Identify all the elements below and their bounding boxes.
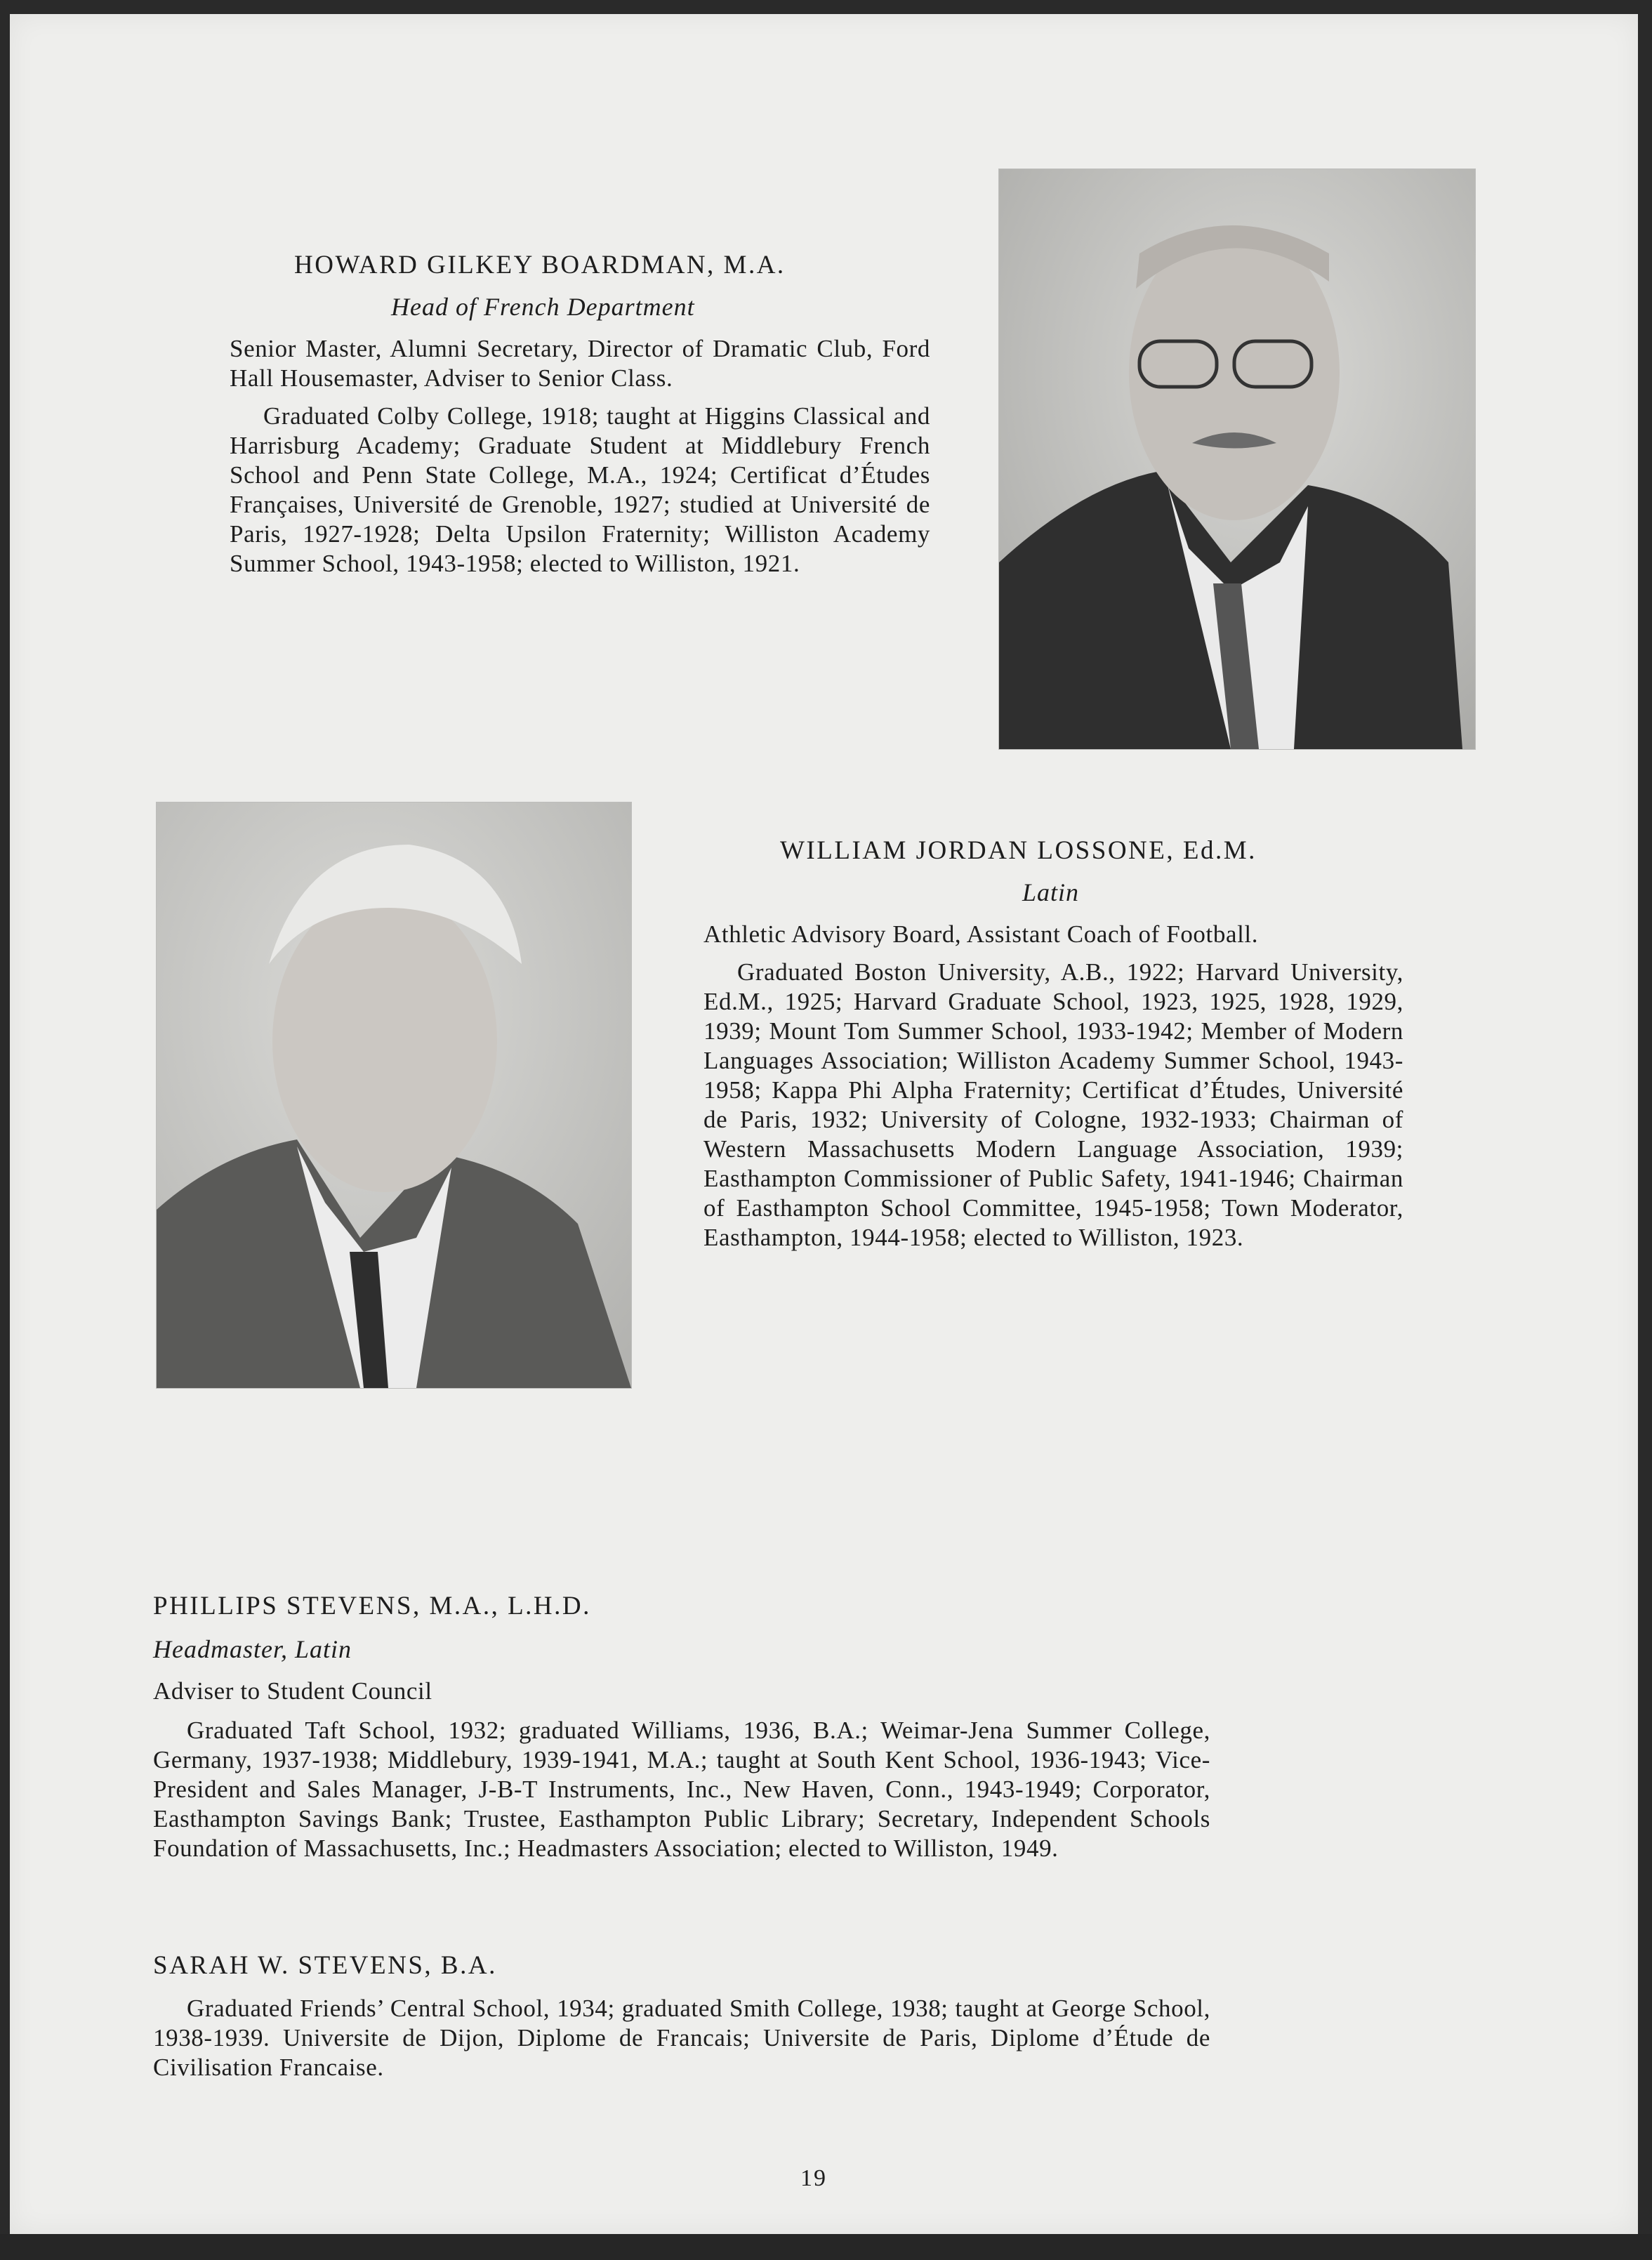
entry-text-boardman [230, 334, 930, 579]
entry-bio-phillips-stevens: Graduated Taft School, 1932; graduated Williams, 1936, B.A.; Weimar-Jena Summer College, Germany, 1937-1938; Middlebury, 1939-1941, M.A.; taught at South Kent School, 1936-1943; Vice-President and Sales Manager, J-B-T Instruments, Inc., New Haven, Conn., 1943-1949; Corporator, Easthampton Savings Bank; Trustee, Easthampton Public Library; Secretary, Independent Schools Foundation of Massachusetts, Inc.; Headmasters Association; elected to Williston, 1949. [153, 1717, 1210, 1862]
entry-text-lossone [703, 920, 1403, 1253]
scan-border [0, 2234, 1652, 2260]
entry-roles-phillips-stevens: Adviser to Student Council [153, 1677, 432, 1705]
entry-bio-sarah-stevens: Graduated Friends’ Central School, 1934; graduated Smith College, 1938; taught at George School, 1938-1939. Universite de Dijon, Diplome de Francais; Universite de Paris, Diplome d’Étude de Civilisation Francaise. [153, 1995, 1210, 2081]
entry-title-phillips-stevens: Headmaster, Latin [153, 1635, 352, 1663]
entry-text-sarah-stevens [153, 1994, 1210, 2082]
portrait-photo-lossone [156, 802, 632, 1389]
entry-bio-boardman: Graduated Colby College, 1918; taught at Higgins Classical and Harrisburg Academy; Graduate Student at Middlebury French School and Penn State College, M.A., 1924; Certificat d’Études Françaises, Université de Grenoble, 1927; studied at Université de Paris, 1927-1928; Delta Upsilon Fraternity; Williston Academy Summer School, 1943-1958; elected to Williston, 1921. [230, 402, 930, 577]
entry-title-lossone: Latin [1022, 878, 1080, 906]
page-number: 19 [800, 2165, 827, 2191]
portrait-photo-boardman [998, 168, 1476, 750]
entry-bio-lossone: Graduated Boston University, A.B., 1922; Harvard University, Ed.M., 1925; Harvard Graduate School, 1923, 1925, 1928, 1929, 1939; Mount Tom Summer School, 1933-1942; Member of Modern Languages Association; Williston Academy Summer School, 1943-1958; Kappa Phi Alpha Fraternity; Certificat d’Études, Université de Paris, 1932; University of Cologne, 1932-1933; Chairman of Western Massachusetts Modern Language Association, 1939; Easthampton Commissioner of Public Safety, 1941-1946; Chairman of Easthampton School Committee, 1945-1958; Town Moderator, Easthampton, 1944-1958; elected to Williston, 1923. [703, 958, 1403, 1251]
entry-name-phillips-stevens: PHILLIPS STEVENS, M.A., L.H.D. [153, 1592, 591, 1620]
entry-roles-boardman: Senior Master, Alumni Secretary, Director of Dramatic Club, Ford Hall Housemaster, Adviser to Senior Class. [230, 335, 930, 392]
entry-name-lossone: WILLIAM JORDAN LOSSONE, Ed.M. [780, 836, 1257, 865]
entry-roles-lossone: Athletic Advisory Board, Assistant Coach of Football. [703, 920, 1259, 948]
entry-text-phillips-stevens [153, 1677, 1210, 1863]
entry-name-sarah-stevens: SARAH W. STEVENS, B.A. [153, 1951, 497, 1980]
entry-title-boardman: Head of French Department [391, 293, 695, 321]
entry-name-boardman: HOWARD GILKEY BOARDMAN, M.A. [294, 251, 786, 279]
